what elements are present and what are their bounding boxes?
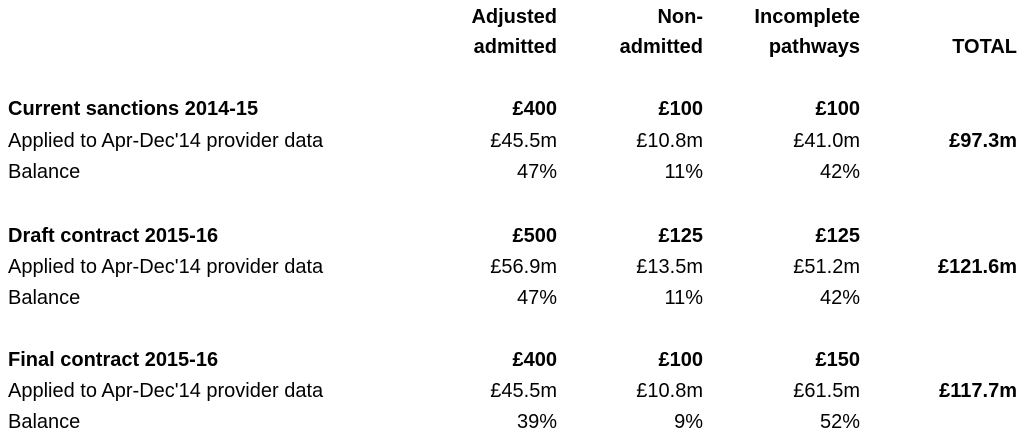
rate-incomplete-pathways: £100 (815, 98, 860, 120)
rate-non-admitted: £100 (658, 349, 703, 371)
applied-adjusted-admitted: £45.5m (490, 130, 557, 152)
header-adjusted-admitted-line2: admitted (473, 36, 557, 58)
rate-adjusted-admitted: £400 (512, 349, 557, 371)
balance-incomplete-pathways: 42% (819, 287, 860, 309)
header-incomplete-pathways-line1: Incomplete (754, 6, 860, 28)
balance-incomplete-pathways: 42% (819, 161, 860, 183)
applied-total: £121.6m (938, 256, 1017, 278)
applied-total: £117.7m (939, 380, 1017, 402)
header-total: TOTAL (952, 36, 1017, 58)
header-adjusted-admitted-line1: Adjusted (471, 6, 557, 28)
applied-label: Applied to Apr-Dec'14 provider data (8, 380, 324, 402)
rate-adjusted-admitted: £400 (512, 98, 557, 120)
applied-adjusted-admitted: £45.5m (490, 380, 557, 402)
applied-non-admitted: £13.5m (636, 256, 703, 278)
applied-label: Applied to Apr-Dec'14 provider data (8, 256, 324, 278)
applied-incomplete-pathways: £61.5m (793, 380, 860, 402)
rate-non-admitted: £125 (658, 225, 703, 247)
header-incomplete-pathways-line2: pathways (768, 36, 860, 58)
balance-label: Balance (8, 411, 81, 433)
applied-label: Applied to Apr-Dec'14 provider data (8, 130, 324, 152)
balance-non-admitted: 9% (674, 411, 703, 433)
rate-adjusted-admitted: £500 (512, 225, 557, 247)
section-title: Current sanctions 2014-15 (8, 98, 259, 120)
header-non-admitted-line1: Non- (657, 6, 703, 28)
balance-adjusted-admitted: 47% (516, 287, 557, 309)
balance-label: Balance (8, 161, 81, 183)
rate-incomplete-pathways: £125 (815, 225, 860, 247)
balance-non-admitted: 11% (664, 161, 703, 183)
section-title: Final contract 2015-16 (8, 349, 219, 371)
rate-incomplete-pathways: £150 (815, 349, 860, 371)
rate-non-admitted: £100 (658, 98, 703, 120)
applied-total: £97.3m (949, 130, 1017, 152)
section-title: Draft contract 2015-16 (8, 225, 219, 247)
applied-incomplete-pathways: £51.2m (793, 256, 860, 278)
balance-adjusted-admitted: 47% (516, 161, 557, 183)
applied-adjusted-admitted: £56.9m (490, 256, 557, 278)
applied-non-admitted: £10.8m (636, 130, 703, 152)
balance-incomplete-pathways: 52% (819, 411, 860, 433)
header-non-admitted-line2: admitted (619, 36, 703, 58)
balance-adjusted-admitted: 39% (516, 411, 557, 433)
balance-label: Balance (8, 287, 81, 309)
applied-non-admitted: £10.8m (636, 380, 703, 402)
applied-incomplete-pathways: £41.0m (793, 130, 860, 152)
balance-non-admitted: 11% (664, 287, 703, 309)
